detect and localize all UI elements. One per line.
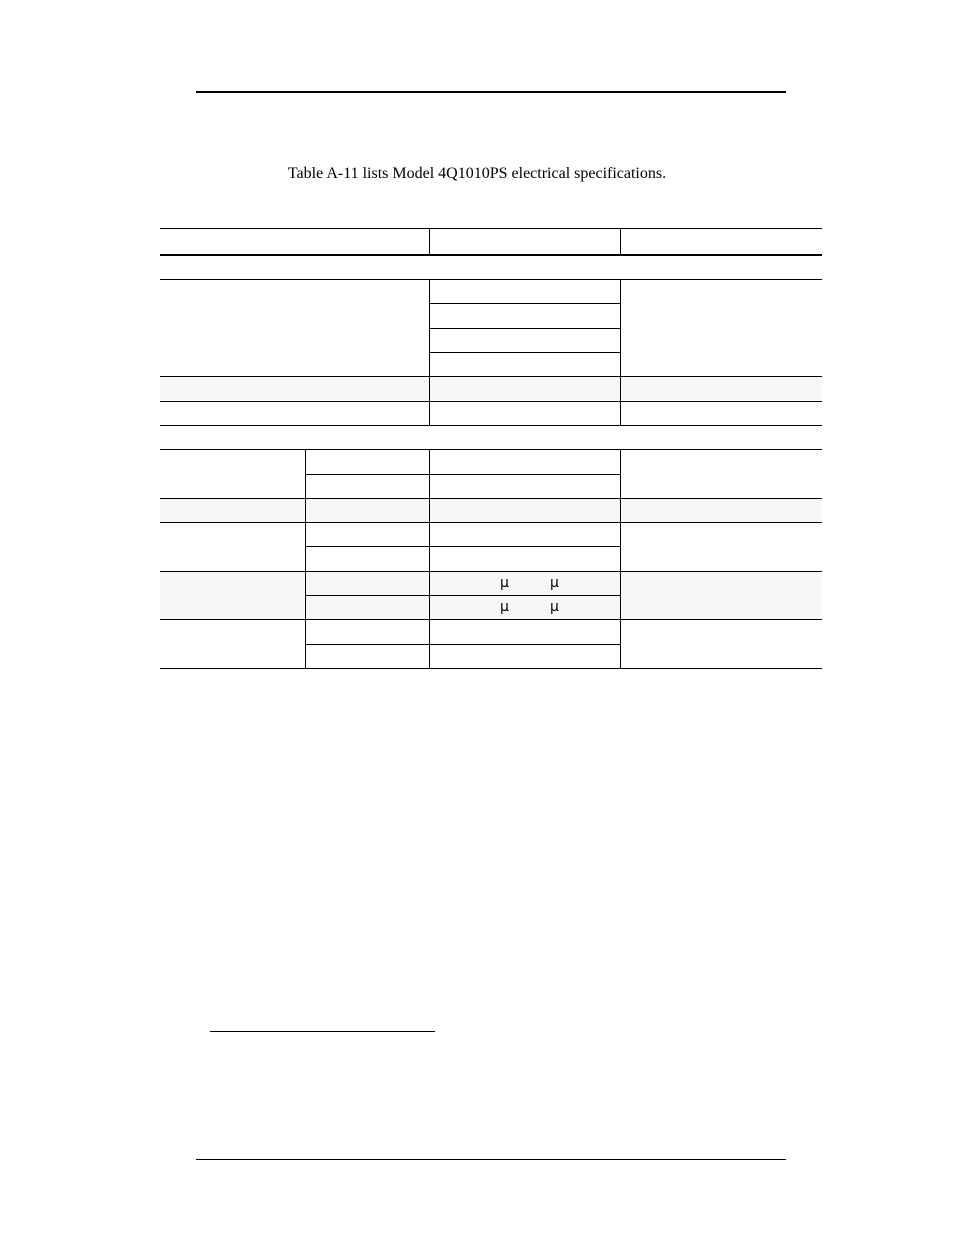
row-line xyxy=(160,425,822,426)
footnote-rule xyxy=(210,1031,435,1032)
footer-rule xyxy=(196,1159,786,1160)
row-line xyxy=(160,376,822,377)
row-line xyxy=(429,352,620,353)
header-bottom-border xyxy=(160,254,822,256)
intro-paragraph: Table A-11 lists Model 4Q1010PS electrical specifications. xyxy=(287,165,667,182)
row-line xyxy=(305,595,620,596)
row-line xyxy=(429,328,620,329)
col-line xyxy=(620,449,621,669)
row-line xyxy=(305,474,620,475)
row-line xyxy=(160,449,822,450)
row-line xyxy=(160,522,822,523)
mu-symbol: µ xyxy=(550,575,559,591)
col-line xyxy=(429,228,430,256)
row-line xyxy=(429,303,620,304)
row-line xyxy=(160,279,822,280)
row-line xyxy=(160,571,822,572)
table-bottom-border xyxy=(160,668,822,669)
header-rule xyxy=(196,91,786,93)
row-line xyxy=(305,546,620,547)
col-line xyxy=(305,449,306,669)
col-line xyxy=(620,228,621,256)
spec-table xyxy=(160,228,822,669)
mu-symbol: µ xyxy=(550,599,559,615)
row-line xyxy=(305,644,620,645)
row-line xyxy=(160,401,822,402)
col-line xyxy=(429,279,430,425)
mu-symbol: µ xyxy=(500,575,509,591)
shade-row-9 xyxy=(160,499,822,522)
table-top-border xyxy=(160,228,822,229)
col-line xyxy=(429,449,430,669)
row-line xyxy=(160,619,822,620)
shade-row-6 xyxy=(160,377,822,400)
col-line xyxy=(620,279,621,425)
row-line xyxy=(160,498,822,499)
mu-symbol: µ xyxy=(500,599,509,615)
